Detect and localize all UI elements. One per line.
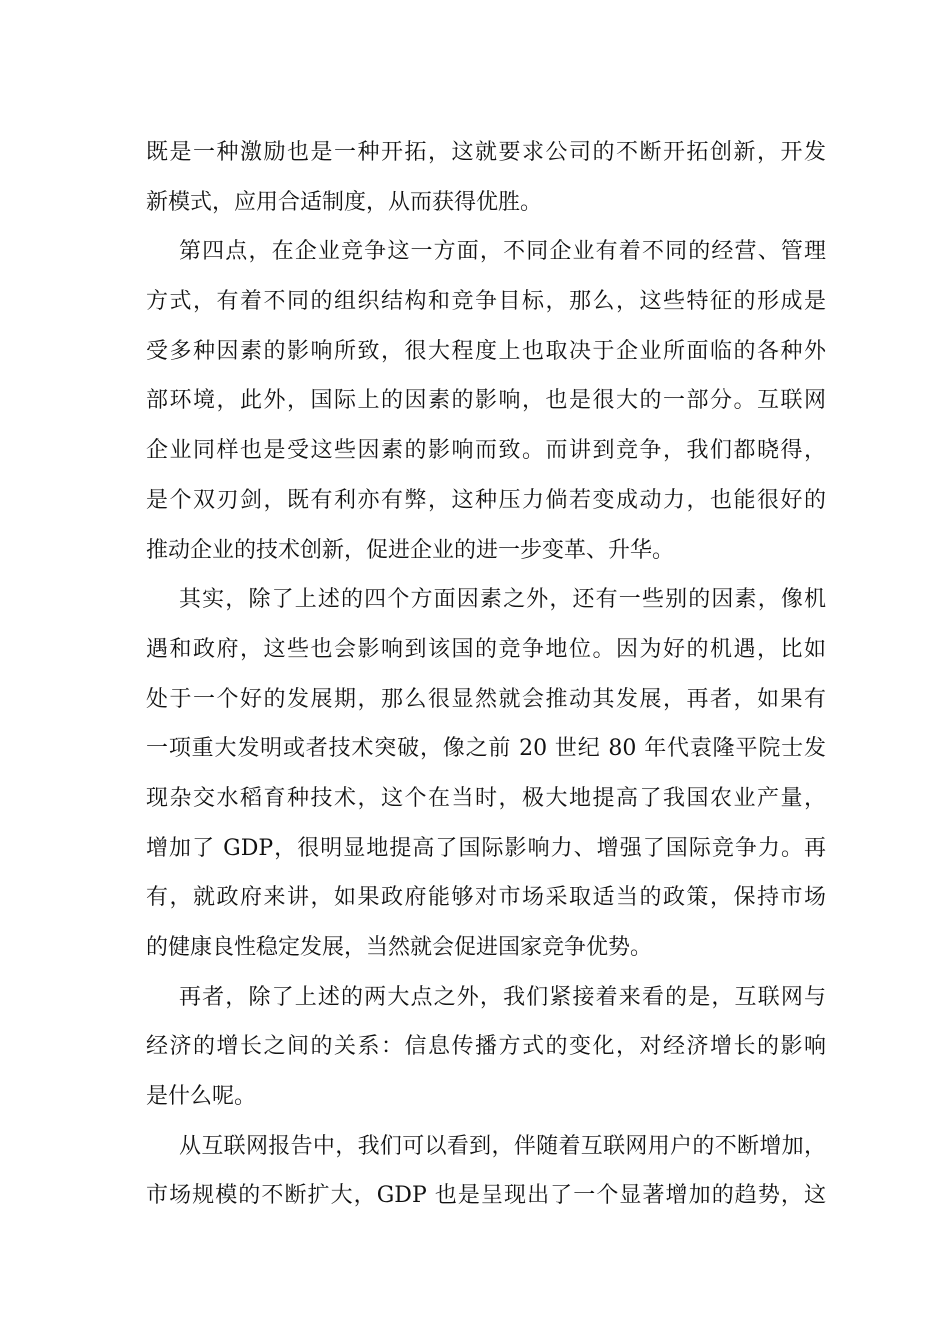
text-line: 增加了 GDP，很明显地提高了国际影响力、增强了国际竞争力。再 xyxy=(146,835,826,861)
text-line: 是个双刃剑，既有利亦有弊，这种压力倘若变成动力，也能很好的 xyxy=(146,487,826,513)
text-line: 方式，有着不同的组织结构和竞争目标，那么，这些特征的形成是 xyxy=(146,289,826,315)
text-line: 经济的增长之间的关系：信息传播方式的变化，对经济增长的影响 xyxy=(146,1034,826,1060)
text-line: 企业同样也是受这些因素的影响而致。而讲到竞争，我们都晓得， xyxy=(146,438,826,464)
text-line: 部环境，此外，国际上的因素的影响，也是很大的一部分。互联网 xyxy=(146,388,826,414)
text-line: 推动企业的技术创新，促进企业的进一步变革、升华。 xyxy=(146,537,675,563)
text-line: 受多种因素的影响所致，很大程度上也取决于企业所面临的各种外 xyxy=(146,338,826,364)
text-line: 从互联网报告中，我们可以看到，伴随着互联网用户的不断增加， xyxy=(179,1133,826,1159)
text-line: 第四点，在企业竞争这一方面，不同企业有着不同的经营、管理 xyxy=(179,239,826,265)
text-line: 市场规模的不断扩大，GDP 也是呈现出了一个显著增加的趋势，这 xyxy=(146,1183,826,1209)
text-line: 其实，除了上述的四个方面因素之外，还有一些别的因素，像机 xyxy=(179,587,826,613)
text-line: 处于一个好的发展期，那么很显然就会推动其发展，再者，如果有 xyxy=(146,686,826,712)
text-line: 的健康良性稳定发展，当然就会促进国家竞争优势。 xyxy=(146,935,653,960)
body-text xyxy=(146,128,826,1221)
text-line: 有，就政府来讲，如果政府能够对市场采取适当的政策，保持市场 xyxy=(146,885,826,911)
text-line: 现杂交水稻育种技术，这个在当时，极大地提高了我国农业产量， xyxy=(146,785,826,811)
text-line: 遇和政府，这些也会影响到该国的竞争地位。因为好的机遇，比如 xyxy=(146,636,826,662)
text-line: 新模式，应用合适制度，从而获得优胜。 xyxy=(146,189,543,215)
text-line: 是什么呢。 xyxy=(146,1084,257,1110)
text-line: 既是一种激励也是一种开拓，这就要求公司的不断开拓创新，开发 xyxy=(146,140,826,165)
text-line: 再者，除了上述的两大点之外，我们紧接着来看的是，互联网与 xyxy=(179,984,826,1010)
text-line: 一项重大发明或者技术突破，像之前 20 世纪 80 年代袁隆平院士发 xyxy=(146,736,826,762)
